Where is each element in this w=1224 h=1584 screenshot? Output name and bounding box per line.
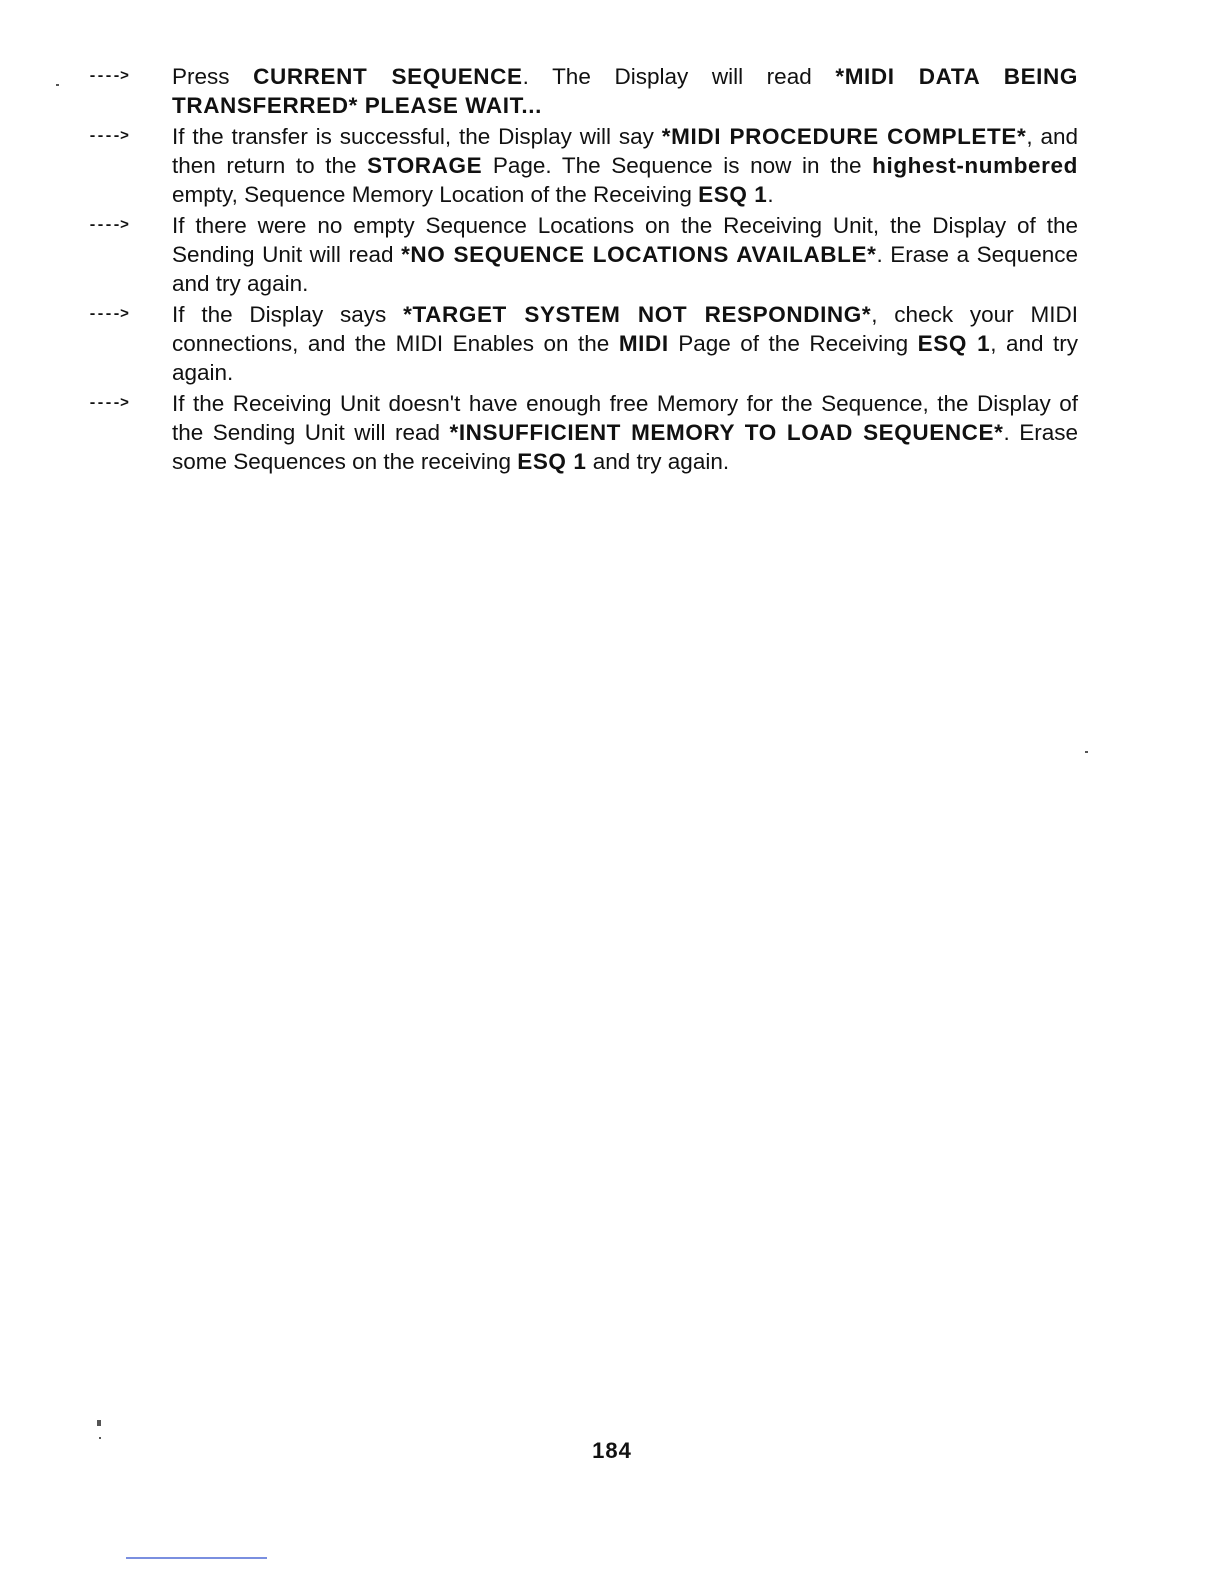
step-text: If the transfer is successful, the Display will say *MIDI PROCEDURE COMPLETE*, and then return to the STORAGE Page. The Sequence is now in the highest-numbered empty, Sequence Memory Location of the Receiving ESQ 1. (172, 124, 1078, 207)
step-text: If the Receiving Unit doesn't have enough free Memory for the Sequence, the Display of the Sending Unit will read *INSUFFICIENT MEMORY TO LOAD SEQUENCE*. Erase some Sequences on the receiving ESQ 1 and try again. (172, 391, 1078, 474)
list-item (88, 122, 1078, 209)
step-text: If the Display says *TARGET SYSTEM NOT RESPONDING*, check your MIDI connections, and the MIDI Enables on the MIDI Page of the Receiving ESQ 1, and try again. (172, 302, 1079, 385)
instruction-list (88, 62, 1078, 478)
page-number: 184 (592, 1438, 632, 1463)
arrow-bullet-icon: ----> (88, 68, 129, 85)
list-item (88, 300, 1078, 387)
step-text: If there were no empty Sequence Locations on the Receiving Unit, the Display of the Sending Unit will read *NO SEQUENCE LOCATIONS AVAILABLE*. Erase a Sequence and try again. (172, 213, 1078, 296)
step-text: Press CURRENT SEQUENCE. The Display will read *MIDI DATA BEING TRANSFERRED* PLEASE WAIT... (172, 64, 1078, 118)
list-item (88, 211, 1078, 298)
arrow-bullet-icon: ----> (88, 217, 129, 234)
scan-speck (56, 84, 59, 86)
list-item (88, 389, 1078, 476)
footer-rule (126, 1557, 267, 1559)
arrow-bullet-icon: ----> (88, 306, 129, 323)
scan-speck (1085, 751, 1088, 753)
list-item (88, 62, 1078, 120)
arrow-bullet-icon: ----> (88, 128, 129, 145)
scan-speck (97, 1420, 101, 1426)
arrow-bullet-icon: ----> (88, 395, 129, 412)
